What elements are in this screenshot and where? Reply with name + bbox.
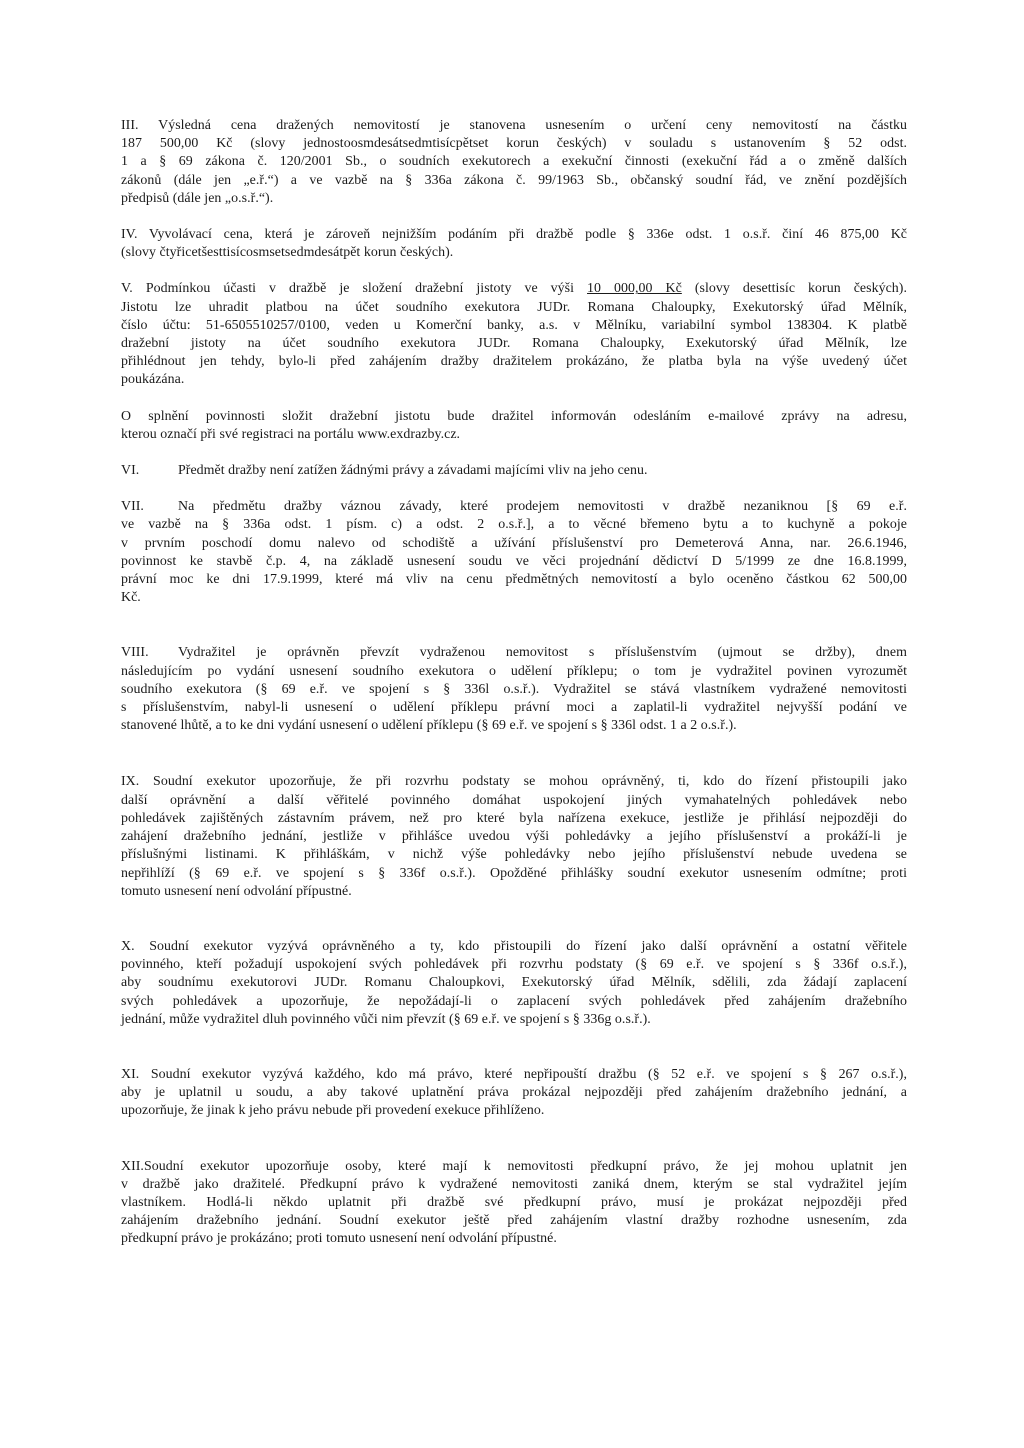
text-line: soudního exekutora (§ 69 e.ř. ve spojení s § 336l o.s.ř.). Vydražitel se stává vlastníkem vydražené nemovitosti — [121, 681, 907, 697]
document-page — [121, 117, 907, 1249]
text-line: 1 a § 69 zákona č. 120/2001 Sb., o soudních exekutorech a exekuční činnosti (exekuční řád a o změně dalších — [121, 154, 907, 170]
section-number: VIII. — [121, 645, 149, 661]
text-line: přihlédnout jen tehdy, bylo-li před zahájením dražby dražitelem prokázáno, že platba byla na výše uvedený účet — [121, 354, 907, 370]
text-line: kterou označí při své registraci na portálu www.exdrazby.cz. — [121, 426, 461, 442]
text-line: Kč. — [121, 590, 141, 606]
text-line: právní moc ke dni 17.9.1999, které má vliv na cenu předmětných nemovitostí a bylo oceněno částkou 62 500,00 — [121, 572, 907, 588]
text-line: předkupní právo je prokázáno; proti tomuto usnesení není odvolání přípustné. — [121, 1231, 557, 1247]
text-line: vlastníkem. Hodlá-li někdo uplatnit při dražbě své předkupní právo, musí je prokázat nejpozději před — [121, 1194, 907, 1210]
text-line: svých pohledávek a upozorňuje, že nepožádají-li o zaplacení svých pohledávek před zahájením dražebního — [121, 993, 907, 1009]
text-segment: Předmět dražby není zatížen žádnými právy a závadami majícími vliv na jeho cenu. — [178, 463, 648, 479]
text-segment: Na předmětu dražby váznou závady, které prodejem nemovitosti v dražbě nezaniknou [§ 69 e.ř. — [178, 499, 907, 515]
section-vii-encumbrances — [121, 498, 907, 607]
text-line: XII.Soudní exekutor upozorňuje osoby, které mají k nemovitosti předkupní právo, že jej mohou uplatnit jen — [121, 1158, 907, 1174]
text-line: IV. Vyvolávací cena, která je zároveň nejnižším podáním při dražbě podle § 336e odst. 1 o.s.ř. činí 46 875,00 Kč — [121, 227, 907, 243]
text-line: následujícím po vydání usnesení soudního exekutora o udělení příklepu; o tom je vydražitel povinen vyrozumět — [121, 663, 907, 679]
section-iv-starting-price — [121, 226, 907, 262]
text-line — [121, 644, 907, 662]
text-line: Jistotu lze uhradit platbou na účet soudního exekutora JUDr. Romana Chaloupky, Exekutorský úřad Mělník, — [121, 299, 907, 315]
section-v-auction-deposit — [121, 280, 907, 389]
text-line: pohledávek zajištěných zástavním právem, než pro které byla nařízena exekuce, jestliže je přihlásí nejpozději do — [121, 810, 907, 826]
text-line: IX. Soudní exekutor upozorňuje, že při rozvrhu podstaty se mohou oprávněný, ti, kdo do řízení přistoupili jako — [121, 774, 907, 790]
text-line: předpisů (dále jen „o.s.ř.“). — [121, 190, 274, 206]
text-line: povinnost ke stavbě č.p. 4, na základě usnesení soudu ve věci projednání dědictví D 5/1999 ze dne 16.8.1999, — [121, 553, 907, 569]
text-line — [121, 498, 907, 516]
text-line — [121, 462, 907, 480]
text-line: aby je uplatnil u soudu, a aby takové uplatnění práva prokázal nejpozději před zahájením dražebního jednání, a — [121, 1085, 907, 1101]
text-line: poukázána. — [121, 372, 185, 388]
text-line: O splnění povinnosti složit dražební jistotu bude dražitel informován odesláním e-mailové zprávy na adresu, — [121, 408, 907, 424]
text-line: upozorňuje, že jinak k jeho právu nebude při provedení exekuce přihlíženo. — [121, 1103, 545, 1119]
text-line: příslušnými listinami. K přihláškám, v nichž výše pohledávky nebo jejího příslušenství nebude uvedena se — [121, 847, 907, 863]
text-line: aby soudnímu exekutorovi JUDr. Romanu Chaloupkovi, Exekutorský úřad Mělník, sdělili, zda žádají zaplacení — [121, 975, 907, 991]
section-number: VII. — [121, 499, 144, 515]
text-line: zákonů (dále jen „e.ř.“) a ve vazbě na § 336a zákona č. 99/1963 Sb., občanský soudní řád, ve znění pozdějších — [121, 172, 907, 188]
text-line: ve vazbě na § 336a odst. 1 písm. c) a odst. 2 o.s.ř.], a to věcné břemeno bytu a to kuchyně a pokoje — [121, 517, 907, 533]
deposit-amount: 10 000,00 Kč — [587, 281, 682, 297]
text-line: další oprávnění a další věřitelé povinného domáhat uspokojení jiných vymahatelných pohledávek nebo — [121, 792, 907, 808]
text-line: s příslušenstvím, nabyl-li usnesení o udělení příklepu právní moci a zaplatil-li vydražitel nejvyšší podání ve — [121, 700, 907, 716]
text-line: XI. Soudní exekutor vyzývá každého, kdo má právo, které nepřipouští dražbu (§ 52 e.ř. ve spojení s § 267 o.s.ř.), — [121, 1066, 907, 1082]
text-line: 187 500,00 Kč (slovy jednostoosmdesátsedmtisícpětset korun českých) v souladu s ustanovením § 52 odst. — [121, 136, 907, 152]
text-line: tomuto usnesení není odvolání přípustné. — [121, 883, 352, 899]
text-line: v prvním poschodí domu nalevo od schodiště a užívání příslušenství pro Demeterová Anna, nar. 26.6.1946, — [121, 535, 907, 551]
text-line: (slovy čtyřicetšesttisícosmsetsedmdesátpět korun českých). — [121, 245, 454, 261]
text-line: nepřihlíží (§ 69 e.ř. ve spojení s § 336f o.s.ř.). Opožděné přihlášky soudní exekutor usnesením odmítne; proti — [121, 865, 907, 881]
section-x-creditors-call — [121, 938, 907, 1029]
text-line: dražební jistoty na účet soudního exekutora JUDr. Romana Chaloupky, Exekutorský úřad Mělník, lze — [121, 336, 907, 352]
section-iii-final-price — [121, 117, 907, 208]
section-deposit-notification — [121, 408, 907, 444]
text-line: jednání, může vydražitel dluh povinného vůči nim převzít (§ 69 e.ř. ve spojení s § 336g o.s.ř.). — [121, 1011, 651, 1027]
text-line: povinného, kteří požadují uspokojení svých pohledávek při rozvrhu podstaty (§ 69 e.ř. ve spojení s § 336f o.s.ř.), — [121, 957, 907, 973]
section-number: VI. — [121, 463, 140, 479]
text-line: X. Soudní exekutor vyzývá oprávněného a ty, kdo přistoupili do řízení jako další oprávnění a ostatní věřitele — [121, 938, 907, 954]
section-ix-claims — [121, 773, 907, 900]
section-viii-possession — [121, 644, 907, 735]
text-segment: Vydražitel je oprávněn převzít vydraženou nemovitost s příslušenstvím (ujmout se držby), dnem — [178, 645, 907, 661]
text-line: zahájení dražebního jednání, jestliže v přihlášce uvedou výši pohledávky a jejího příslušenství a prokáží-li je — [121, 829, 907, 845]
text-line: stanovené lhůtě, a to ke dni vydání usnesení o udělení příklepu (§ 69 e.ř. ve spojení s § 336l odst. 1 a 2 o.s.ř.). — [121, 718, 737, 734]
text-line: III. Výsledná cena dražených nemovitostí je stanovena usnesením o určení ceny nemovitostí na částku — [121, 118, 907, 133]
section-vi-no-encumbrances — [121, 462, 907, 480]
text-line: číslo účtu: 51-6505510257/0100, veden u Komerční banky, a.s. v Mělníku, variabilní symbol 138304. K platbě — [121, 317, 907, 333]
text-segment: (slovy desettisíc korun českých). — [681, 281, 907, 297]
text-segment: V. Podmínkou účasti v dražbě je složení dražební jistoty ve výši — [121, 281, 588, 297]
section-xi-rights-call — [121, 1066, 907, 1121]
text-line — [121, 280, 907, 298]
text-line: v dražbě jako dražitelé. Předkupní právo k vydražené nemovitosti zaniká dnem, kterým se stal vydražitel jejím — [121, 1176, 907, 1192]
text-line: zahájením dražebního jednání. Soudní exekutor ještě před zahájením vlastní dražby rozhodne usnesením, zda — [121, 1213, 907, 1229]
section-xii-preemption — [121, 1158, 907, 1249]
